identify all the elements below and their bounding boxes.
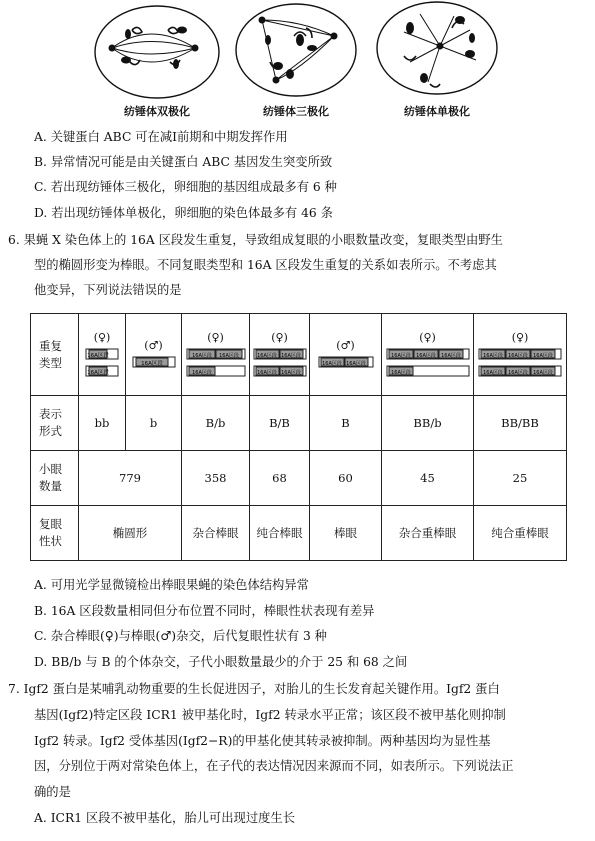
svg-text:16A区段: 16A区段 xyxy=(256,352,277,359)
tripolar-cell xyxy=(236,4,356,96)
notation-cell: b xyxy=(126,396,182,451)
chromosome-cell-2: (♂) 16A区段 xyxy=(126,314,182,396)
count-cell: 25 xyxy=(474,451,567,506)
svg-text:16A区段: 16A区段 xyxy=(218,352,239,359)
q6-option-d: D. BB/b 与 B 的个体杂交，子代小眼数量最少的介于 25 和 68 之间 xyxy=(34,655,408,669)
svg-text:16A区段: 16A区段 xyxy=(533,369,553,376)
svg-text:16A区段: 16A区段 xyxy=(321,361,342,367)
svg-text:16A区段: 16A区段 xyxy=(87,369,109,376)
bipolar-cell xyxy=(95,6,219,98)
chromosome-bar xyxy=(182,364,249,378)
svg-text:16A区段: 16A区段 xyxy=(280,369,301,376)
svg-text:16A区段: 16A区段 xyxy=(508,352,528,359)
svg-text:16A区段: 16A区段 xyxy=(345,361,366,367)
svg-text:16A区段: 16A区段 xyxy=(483,369,503,376)
svg-text:16A区段: 16A区段 xyxy=(533,352,553,359)
q6-option-b: B. 16A 区段数量相同但分布位置不同时，棒眼性状表现有差异 xyxy=(34,604,375,618)
svg-text:16A区段: 16A区段 xyxy=(415,352,436,359)
q5-option-a: A. 关键蛋白 ABC 可在减Ⅰ前期和中期发挥作用 xyxy=(34,130,288,144)
row-repeat-type xyxy=(31,314,567,396)
trait-cell: 椭圆形 xyxy=(79,506,182,561)
notation-cell: BB/b xyxy=(382,396,474,451)
q5-option-d: D. 若出现纺锤体单极化，卵细胞的染色体最多有 46 条 xyxy=(34,206,333,220)
svg-text:16A区段: 16A区段 xyxy=(508,369,528,376)
caption-monopolar: 纺锤体单极化 xyxy=(404,105,470,118)
header-eye-trait: 复眼 性状 xyxy=(31,506,79,561)
row-facet-count xyxy=(31,451,567,506)
caption-tripolar: 纺锤体三极化 xyxy=(263,105,329,118)
q6-option-a: A. 可用光学显微镜检出棒眼果蝇的染色体结构异常 xyxy=(34,578,309,592)
notation-cell: B/b xyxy=(182,396,250,451)
chromosome-bar xyxy=(182,347,249,361)
notation-cell: B xyxy=(310,396,382,451)
chromosome-bar xyxy=(310,355,381,369)
svg-text:16A区段: 16A区段 xyxy=(87,352,109,359)
count-cell: 45 xyxy=(382,451,474,506)
svg-text:16A区段: 16A区段 xyxy=(390,352,411,359)
q6-option-c: C. 杂合棒眼(♀)与棒眼(♂)杂交，后代复眼性状有 3 种 xyxy=(34,629,327,643)
chromosome-bar xyxy=(126,355,181,369)
chromosome-cell-1: (♀) 16A区段 16A区段 xyxy=(79,314,126,396)
chromosome-bar xyxy=(382,364,473,378)
q6-stem-line3: 他变异，下列说法错误的是 xyxy=(34,283,182,297)
svg-text:16A区段: 16A区段 xyxy=(140,361,163,367)
chromosome-cell-7: (♀) 16A区段 16A区段 16A区段 16A区段 16A区段 16A区段 xyxy=(474,314,567,396)
chromosome-bar xyxy=(382,347,473,361)
header-notation: 表示 形式 xyxy=(31,396,79,451)
row-notation xyxy=(31,396,567,451)
notation-cell: bb xyxy=(79,396,126,451)
notation-cell: B/B xyxy=(250,396,310,451)
chromosome-bar xyxy=(474,347,566,361)
svg-text:16A区段: 16A区段 xyxy=(191,352,212,359)
trait-cell: 杂合重棒眼 xyxy=(382,506,474,561)
q7-option-a: A. ICR1 区段不被甲基化，胎儿可出现过度生长 xyxy=(34,811,296,825)
header-facet-count: 小眼 数量 xyxy=(31,451,79,506)
header-repeat-type: 重复 类型 xyxy=(31,314,79,396)
q5-option-c: C. 若出现纺锤体三极化，卵细胞的基因组成最多有 6 种 xyxy=(34,180,337,194)
chromosome-cell-4: (♀) 16A区段 16A区段 16A区段 16A区段 xyxy=(250,314,310,396)
chromosome-cell-3: (♀) 16A区段 16A区段 16A区段 xyxy=(182,314,250,396)
notation-cell: BB/BB xyxy=(474,396,567,451)
q7-stem-line3: Igf2 转录。Igf2 受体基因(Igf2−R)的甲基化使其转录被抑制。两种基因均为显性基 xyxy=(34,734,491,748)
spindle-figure xyxy=(0,0,595,125)
trait-cell: 杂合棒眼 xyxy=(182,506,250,561)
q7-stem-line4: 因，分别位于两对常染色体上，在子代的表达情况因来源而不同，如表所示。下列说法正 xyxy=(34,759,514,773)
row-eye-trait xyxy=(31,506,567,561)
chromosome-bar xyxy=(250,347,309,361)
chromosome-bar xyxy=(79,364,125,378)
q5-option-b: B. 异常情况可能是由关键蛋白 ABC 基因发生突变所致 xyxy=(34,155,333,169)
caption-bipolar: 纺锤体双极化 xyxy=(124,105,190,118)
svg-text:16A区段: 16A区段 xyxy=(191,369,212,376)
count-cell: 68 xyxy=(250,451,310,506)
count-cell: 60 xyxy=(310,451,382,506)
count-cell: 779 xyxy=(79,451,182,506)
chromosome-bar xyxy=(250,364,309,378)
svg-text:16A区段: 16A区段 xyxy=(390,369,411,376)
svg-text:16A区段: 16A区段 xyxy=(280,352,301,359)
q7-stem-line1: 7. Igf2 蛋白是某哺乳动物重要的生长促进因子，对胎儿的生长发育起关键作用。Igf2 蛋白 xyxy=(8,682,500,696)
count-cell: 358 xyxy=(182,451,250,506)
trait-cell: 纯合棒眼 xyxy=(250,506,310,561)
trait-cell: 纯合重棒眼 xyxy=(474,506,567,561)
q6-stem-line1: 6. 果蝇 X 染色体上的 16A 区段发生重复，导致组成复眼的小眼数量改变，复眼类型由野生 xyxy=(8,233,503,247)
chromosome-cell-6: (♀) 16A区段 16A区段 16A区段 16A区段 xyxy=(382,314,474,396)
trait-cell: 棒眼 xyxy=(310,506,382,561)
chromosome-cell-5: (♂) 16A区段 16A区段 xyxy=(310,314,382,396)
q7-stem-line2: 基因(Igf2)特定区段 ICR1 被甲基化时，Igf2 转录水平正常；该区段不被甲基化则抑制 xyxy=(34,708,506,722)
q6-stem-line2: 型的椭圆形变为棒眼。不同复眼类型和 16A 区段发生重复的关系如表所示。不考虑其 xyxy=(34,258,497,272)
q7-stem-line5: 确的是 xyxy=(34,785,71,799)
chromosome-bar xyxy=(474,364,566,378)
svg-text:16A区段: 16A区段 xyxy=(440,352,461,359)
monopolar-cell xyxy=(377,2,497,94)
repeat-table xyxy=(30,313,567,561)
chromosome-bar xyxy=(79,347,125,361)
svg-text:16A区段: 16A区段 xyxy=(256,369,277,376)
svg-text:16A区段: 16A区段 xyxy=(483,352,503,359)
